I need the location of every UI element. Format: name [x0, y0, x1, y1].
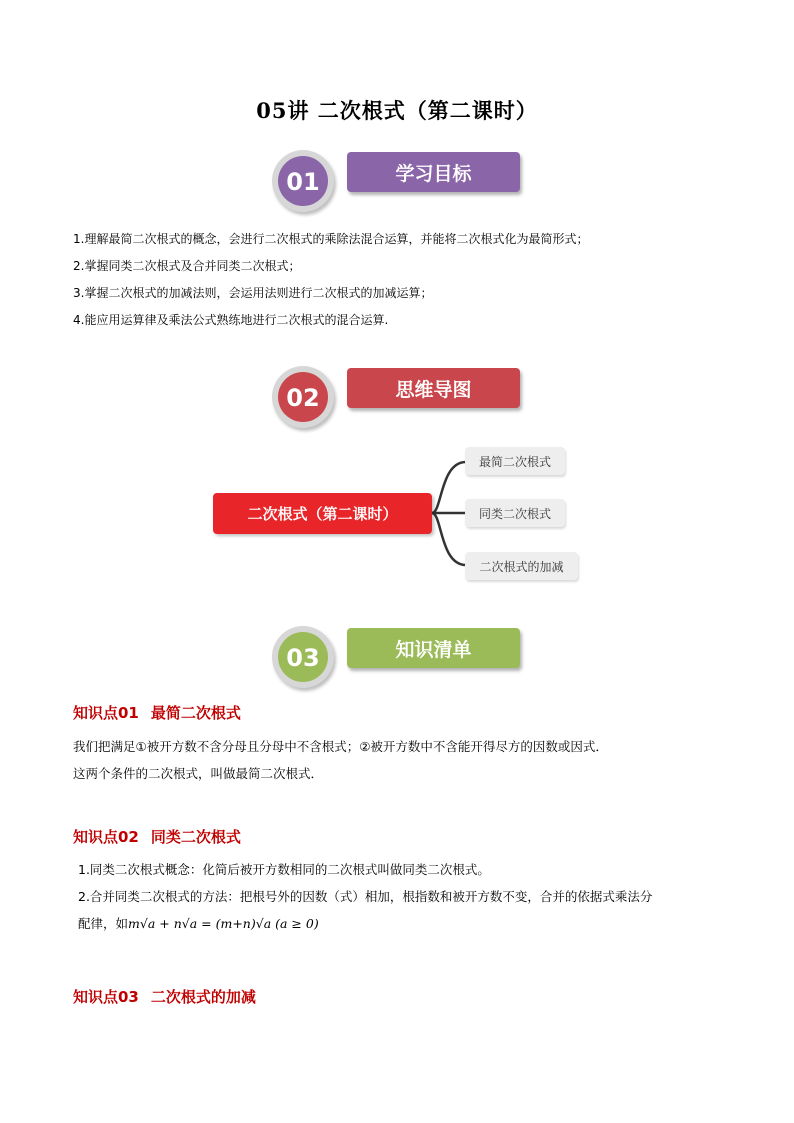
knowledge-point-name: 二次根式的加减 [150, 988, 256, 1006]
objective-item: 4.能应用运算律及乘法公式熟练地进行二次根式的混合运算. [73, 313, 389, 327]
mindmap-connectors [430, 450, 470, 580]
mindmap-node: 最简二次根式 [465, 447, 565, 475]
knowledge-point-name: 最简二次根式 [150, 704, 241, 722]
section-header-03 [272, 626, 522, 696]
formula: m√a + n√a = (m+n)√a (a ≥ 0) [128, 916, 319, 931]
paragraph-line: 1.同类二次根式概念：化简后被开方数相同的二次根式叫做同类二次根式。 [78, 862, 490, 877]
section-label: 学习目标 [347, 152, 520, 192]
objective-item: 3.掌握二次根式的加减法则，会运用法则进行二次根式的加减运算； [73, 286, 433, 300]
section-number: 03 [286, 644, 320, 672]
section-header-01 [272, 150, 522, 220]
section-number: 01 [286, 168, 320, 196]
knowledge-point-name: 同类二次根式 [150, 828, 241, 846]
section-header-02 [272, 366, 522, 436]
objective-item: 1.理解最简二次根式的概念，会进行二次根式的乘除法混合运算，并能将二次根式化为最简形式； [73, 232, 589, 246]
objective-item: 2.掌握同类二次根式及合并同类二次根式； [73, 259, 301, 273]
section-label: 知识清单 [347, 628, 520, 668]
knowledge-point-title [73, 986, 256, 1007]
learning-objectives [73, 226, 588, 334]
knowledge-point-tag: 知识点02 [73, 828, 139, 846]
knowledge-point-body [78, 856, 652, 937]
mindmap-node: 二次根式的加减 [465, 552, 578, 580]
paragraph-line: 这两个条件的二次根式，叫做最简二次根式． [73, 766, 324, 781]
paragraph-line-with-formula: 配律，如m√a + n√a = (m+n)√a (a ≥ 0) [78, 916, 319, 931]
mindmap-root-node: 二次根式（第二课时） [213, 493, 432, 534]
mindmap-node: 同类二次根式 [465, 499, 565, 527]
paragraph-line: 我们把满足①被开方数不含分母且分母中不含根式；②被开方数中不含能开得尽方的因数或因式． [73, 739, 608, 754]
knowledge-point-tag: 知识点03 [73, 988, 139, 1006]
knowledge-point-body [73, 733, 608, 787]
knowledge-point-tag: 知识点01 [73, 704, 139, 722]
section-label: 思维导图 [347, 368, 520, 408]
section-number: 02 [286, 384, 320, 412]
paragraph-line: 2.合并同类二次根式的方法：把根号外的因数（式）相加，根指数和被开方数不变，合并的依据式乘法分 [78, 889, 653, 904]
knowledge-point-title [73, 826, 241, 847]
knowledge-point-title [73, 702, 241, 723]
page-title: 05讲 二次根式（第二课时） [256, 98, 538, 123]
